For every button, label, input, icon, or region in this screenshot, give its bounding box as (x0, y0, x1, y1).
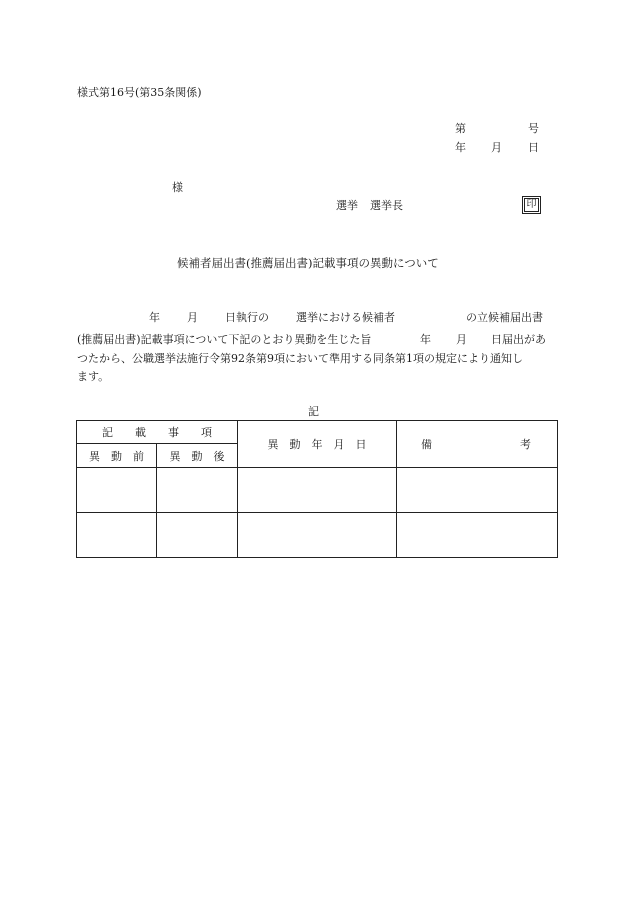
body-l1-b: 選挙における候補者 (296, 311, 395, 324)
table-row (77, 468, 558, 513)
table-row (77, 513, 558, 558)
cell-after (157, 513, 238, 558)
sender-title: 選挙長 (370, 199, 403, 212)
header-before: 異 動 前 (77, 444, 157, 468)
cell-remarks (397, 468, 558, 513)
date-year-label: 年 (455, 141, 466, 154)
body-l2-a: (推薦届出書)記載事項について下記のとおり異動を生じた旨 (77, 333, 372, 346)
date-month-label: 月 (491, 141, 502, 154)
header-after: 異 動 後 (157, 444, 238, 468)
body-l1-year: 年 (149, 311, 160, 324)
header-remarks (397, 421, 558, 468)
change-record-table (76, 420, 558, 558)
body-l4: ます。 (77, 370, 110, 383)
seal-mark: 印 (522, 196, 541, 214)
body-l1-month: 月 (187, 311, 198, 324)
document-title: 候補者届出書(推薦届出書)記載事項の異動について (177, 256, 439, 270)
date-day-label: 日 (528, 141, 539, 154)
body-l2-b: 日届出があ (491, 333, 546, 346)
cell-after (157, 468, 238, 513)
number-label-go: 号 (528, 122, 539, 135)
cell-before (77, 468, 157, 513)
body-l1-a: 日執行の (225, 311, 269, 324)
cell-date (238, 513, 397, 558)
header-change-date: 異 動 年 月 日 (238, 421, 397, 468)
body-l2-month: 月 (456, 333, 467, 346)
body-l2-year: 年 (420, 333, 431, 346)
cell-remarks (397, 513, 558, 558)
header-entries: 記 載 事 項 (77, 421, 238, 444)
header-remarks-a: 備 (421, 438, 432, 451)
ki-label: 記 (308, 405, 319, 418)
body-l3: つたから、公職選挙法施行令第92条第9項において準用する同条第1項の規定により通知し (77, 352, 523, 365)
cell-before (77, 513, 157, 558)
cell-date (238, 468, 397, 513)
number-label-dai: 第 (455, 122, 466, 135)
body-l1-c: の立候補届出書 (466, 311, 543, 324)
addressee-suffix: 様 (172, 181, 183, 194)
sender-election: 選挙 (336, 199, 358, 212)
form-id: 様式第16号(第35条関係) (77, 86, 202, 99)
header-remarks-b: 考 (520, 438, 531, 451)
